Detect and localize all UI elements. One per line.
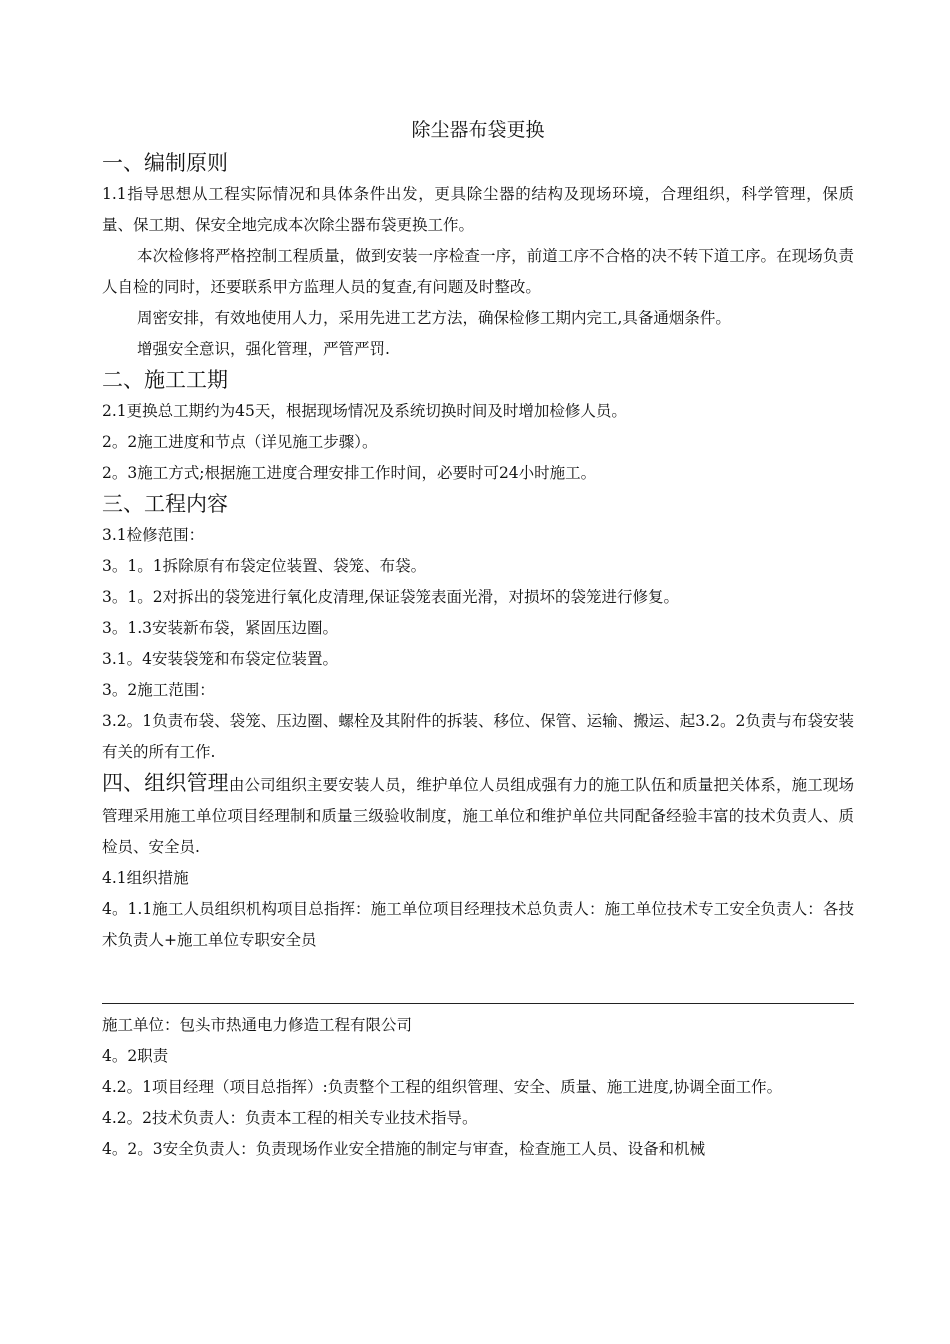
paragraph-3-3: 3。1。2对拆出的袋笼进行氧化皮清理,保证袋笼表面光滑，对损坏的袋笼进行修复。 <box>102 588 680 606</box>
section-heading-1: 一、编制原则 <box>102 151 228 175</box>
section-heading-4: 四、组织管理 <box>102 771 229 795</box>
paragraph-4-2: 4。1.1施工人员组织机构项目总指挥：施工单位项目经理技术总负责人：施工单位技术专工安全负责人：各技术负责人+施工单位专职安全员 <box>102 900 854 949</box>
horizontal-rule <box>102 1003 854 1004</box>
paragraph-4-1: 4.1组织措施 <box>102 869 189 887</box>
section-heading-3: 三、工程内容 <box>102 492 228 516</box>
document-title: 除尘器布袋更换 <box>411 119 545 141</box>
paragraph-1-3: 周密安排，有效地使用人力，采用先进工艺方法，确保检修工期内完工,具备通烟条件。 <box>137 309 731 327</box>
document-page <box>102 116 854 956</box>
contractor-line: 施工单位：包头市热通电力修造工程有限公司 <box>102 1016 413 1034</box>
duties-heading: 4。2职责 <box>102 1047 169 1065</box>
paragraph-3-7: 3.2。1负责布袋、袋笼、压边圈、螺栓及其附件的拆装、移位、保管、运输、搬运、起3.2。2负责与布袋安装有关的所有工作. <box>102 712 854 761</box>
paragraph-3-2: 3。1。1拆除原有布袋定位装置、袋笼、布袋。 <box>102 557 427 575</box>
paragraph-3-6: 3。2施工范围： <box>102 681 215 699</box>
paragraph-2-1: 2.1更换总工期约为45天，根据现场情况及系统切换时间及时增加检修人员。 <box>102 402 627 420</box>
paragraph-2-3: 2。3施工方式;根据施工进度合理安排工作时间，必要时可24小时施工。 <box>102 464 597 482</box>
paragraph-3-4: 3。1.3安装新布袋，紧固压边圈。 <box>102 619 339 637</box>
section-heading-2: 二、施工工期 <box>102 368 228 392</box>
paragraph-3-1: 3.1检修范围： <box>102 526 205 544</box>
duty-technical-lead: 4.2。2技术负责人：负责本工程的相关专业技术指导。 <box>102 1109 478 1127</box>
paragraph-1-4: 增强安全意识，强化管理，严管严罚. <box>137 340 390 358</box>
section-4-intro <box>102 768 854 863</box>
duty-project-manager: 4.2。1项目经理（项目总指挥）:负责整个工程的组织管理、安全、质量、施工进度,协调全面工作。 <box>102 1078 783 1096</box>
duty-safety-lead: 4。2。3安全负责人：负责现场作业安全措施的制定与审查，检查施工人员、设备和机械 <box>102 1140 706 1158</box>
paragraph-3-5: 3.1。4安装袋笼和布袋定位装置。 <box>102 650 339 668</box>
section-4-intro-text: 由公司组织主要安装人员，维护单位人员组成强有力的施工队伍和质量把关体系，施工现场管理采用施工单位项目经理制和质量三级验收制度，施工单位和维护单位共同配备经验丰富的技术负责人、质检员、安全员. <box>102 776 855 856</box>
paragraph-1-2: 本次检修将严格控制工程质量，做到安装一序检查一序，前道工序不合格的决不转下道工序。在现场负责人自检的同时，还要联系甲方监理人员的复查,有问题及时整改。 <box>102 247 854 296</box>
document-continuation <box>102 1010 854 1165</box>
paragraph-2-2: 2。2施工进度和节点（详见施工步骤）。 <box>102 433 378 451</box>
paragraph-1-1: 1.1指导思想从工程实际情况和具体条件出发，更具除尘器的结构及现场环境，合理组织，科学管理，保质量、保工期、保安全地完成本次除尘器布袋更换工作。 <box>102 185 854 234</box>
